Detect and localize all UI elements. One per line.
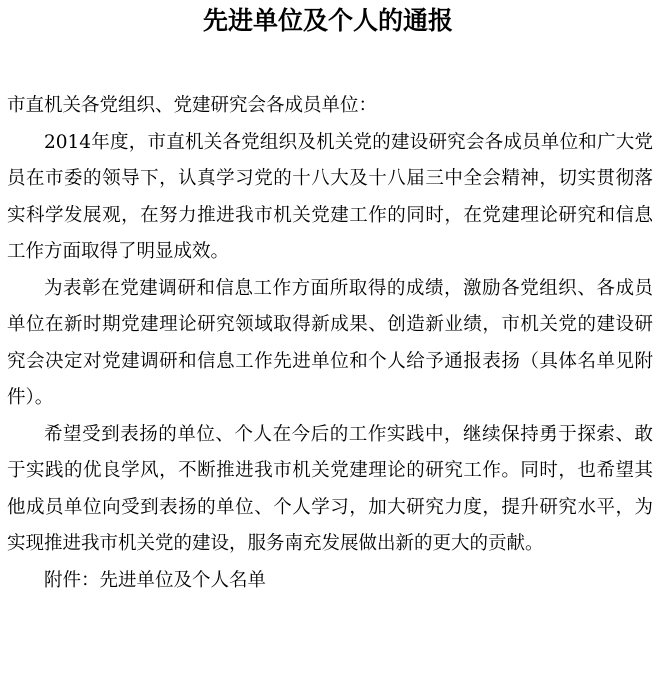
paragraph-1: 2014年度，市直机关各党组织及机关党的建设研究会各成员单位和广大党员在市委的领导下，认真学习党的十八大及十八届三中全会精神，切实贯彻落实科学发展观，在努力推进我市机关党建工作的同时，在党建理论研究和信息工作方面取得了明显成效。 (7, 131, 653, 262)
salutation: 市直机关各党组织、党建研究会各成员单位： (7, 95, 378, 116)
document-body (7, 88, 653, 599)
attachment-line: 附件：先进单位及个人名单 (44, 569, 267, 591)
paragraph-3: 希望受到表扬的单位、个人在今后的工作实践中，继续保持勇于探索、敢于实践的优良学风，不断推进我市机关党建理论的研究工作。同时，也希望其他成员单位向受到表扬的单位、个人学习，加大研究力度，提升研究水平，为实现推进我市机关党的建设，服务南充发展做出新的更大的贡献。 (7, 423, 653, 554)
document-title: 先进单位及个人的通报 (202, 6, 453, 35)
paragraph-2: 为表彰在党建调研和信息工作方面所取得的成绩，激励各党组织、各成员单位在新时期党建理论研究领域取得新成果、创造新业绩，市机关党的建设研究会决定对党建调研和信息工作先进单位和个人给予通报表扬（具体名单见附件）。 (7, 277, 653, 408)
